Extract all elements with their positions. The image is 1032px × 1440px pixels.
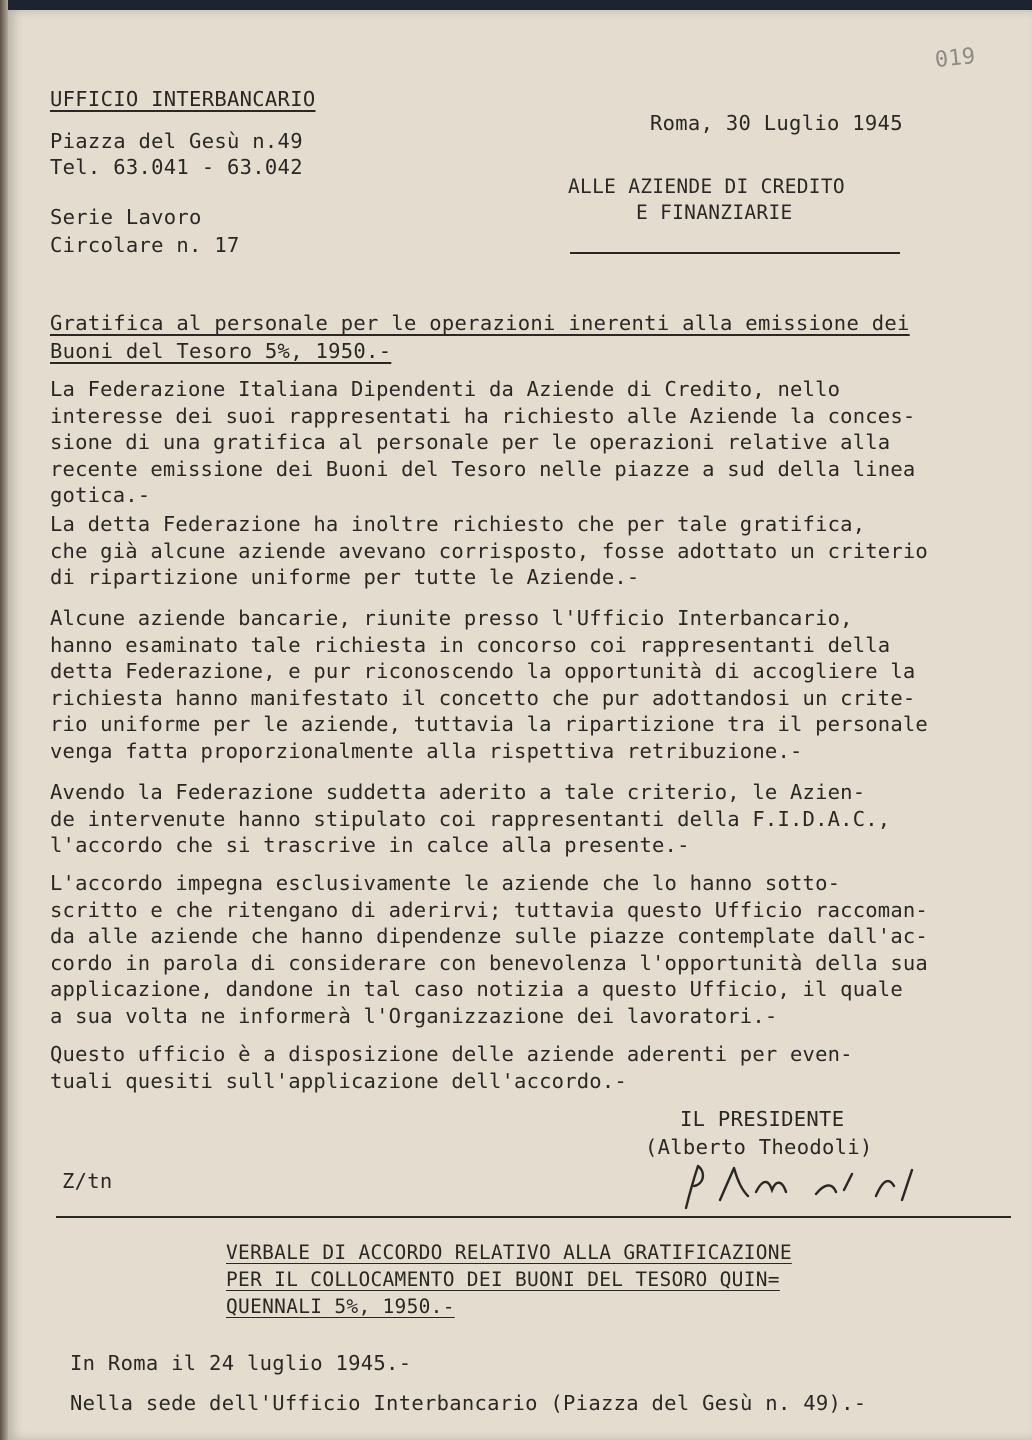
body-line: de intervenute hanno stipulato coi rappresentanti della F.I.D.A.C., bbox=[50, 806, 891, 831]
verbale-line-1: VERBALE DI ACCORDO RELATIVO ALLA GRATIFICAZIONE bbox=[226, 1241, 792, 1264]
signature-scribble bbox=[676, 1156, 946, 1212]
body-paragraph-2 bbox=[50, 511, 1015, 591]
recipient-underline bbox=[570, 252, 900, 254]
reference-initials: Z/tn bbox=[62, 1169, 113, 1193]
body-line: La detta Federazione ha inoltre richiesto che per tale gratifica, bbox=[50, 512, 866, 536]
page-binding-edge bbox=[0, 0, 8, 1440]
signature-name: (Alberto Theodoli) bbox=[645, 1135, 873, 1159]
body-line: Avendo la Federazione suddetta aderito a tale criterio, le Azien- bbox=[50, 780, 866, 804]
body-line: Questo ufficio è a disposizione delle aziende aderenti per even- bbox=[50, 1042, 853, 1066]
document-date: Roma, 30 Luglio 1945 bbox=[650, 111, 903, 135]
subject-line-1: Gratifica al personale per le operazioni inerenti alla emissione dei bbox=[50, 311, 910, 335]
body-paragraph-6 bbox=[50, 1041, 1015, 1094]
body-line: interesse dei suoi rappresentati ha richiesto alle Aziende la conces- bbox=[50, 403, 916, 428]
body-line: recente emissione dei Buoni del Tesoro nelle piazze a sud della linea bbox=[50, 456, 916, 481]
body-line: di ripartizione uniforme per tutte le Aziende.- bbox=[50, 565, 640, 590]
body-line: l'accordo che si trascrive in calce alla presente.- bbox=[50, 833, 690, 858]
body-line: Alcune aziende bancarie, riunite presso l'Ufficio Interbancario, bbox=[50, 606, 853, 630]
body-line: La Federazione Italiana Dipendenti da Aziende di Credito, nello bbox=[50, 377, 841, 401]
body-line: da alle aziende che hanno dipendenze sulle piazze contemplate dall'ac- bbox=[50, 924, 928, 949]
body-paragraph-1 bbox=[50, 376, 1015, 509]
body-paragraph-5 bbox=[50, 870, 1015, 1030]
body-line: a sua volta ne informerà l'Organizzazione dei lavoratori.- bbox=[50, 1003, 778, 1028]
body-line: cordo in parola di considerare con benevolenza l'opportunità della sua bbox=[50, 950, 928, 975]
scan-border-top bbox=[0, 0, 1032, 10]
recipient-line-2: E FINANZIARIE bbox=[636, 201, 793, 224]
body-line: applicazione, dandone in tal caso notizia a questo Ufficio, il quale bbox=[50, 977, 903, 1002]
body-paragraph-4 bbox=[50, 779, 1015, 859]
body-line: hanno esaminato tale richiesta in concorso coi rappresentanti della bbox=[50, 632, 891, 657]
recipient-line-1: ALLE AZIENDE DI CREDITO bbox=[568, 175, 845, 198]
body-line: venga fatta proporzionalmente alla rispettiva retribuzione.- bbox=[50, 738, 803, 763]
body-line: L'accordo impegna esclusivamente le aziende che lo hanno sotto- bbox=[50, 871, 841, 895]
body-line: sione di una gratifica al personale per le operazioni relative alla bbox=[50, 430, 891, 455]
body-line: scritto e che ritengano di aderirvi; tuttavia questo Ufficio raccoman- bbox=[50, 897, 928, 922]
letterhead-office: UFFICIO INTERBANCARIO bbox=[50, 87, 316, 111]
subject-line-2: Buoni del Tesoro 5%, 1950.- bbox=[50, 339, 392, 363]
body-line: richiesta hanno manifestato il concetto che pur adottandosi un crite- bbox=[50, 685, 916, 710]
archive-mark: 019 bbox=[933, 43, 977, 74]
closing-line-1: In Roma il 24 luglio 1945.- bbox=[70, 1351, 412, 1375]
letterhead-address: Piazza del Gesù n.49 bbox=[50, 129, 303, 153]
body-line: detta Federazione, e pur riconoscendo la opportunità di accogliere la bbox=[50, 659, 916, 684]
letterhead-circular: Circolare n. 17 bbox=[50, 233, 240, 257]
section-divider bbox=[56, 1216, 1011, 1218]
letterhead-series: Serie Lavoro bbox=[50, 205, 202, 229]
body-line: gotica.- bbox=[50, 483, 151, 508]
signature-title: IL PRESIDENTE bbox=[680, 1107, 845, 1131]
closing-line-2: Nella sede dell'Ufficio Interbancario (Piazza del Gesù n. 49).- bbox=[70, 1391, 867, 1415]
body-paragraph-3 bbox=[50, 605, 1015, 765]
verbale-line-3: QUENNALI 5%, 1950.- bbox=[226, 1295, 455, 1318]
letterhead-phone: Tel. 63.041 - 63.042 bbox=[50, 155, 303, 179]
body-line: tuali quesiti sull'applicazione dell'accordo.- bbox=[50, 1068, 627, 1093]
body-line: rio uniforme per le aziende, tuttavia la ripartizione tra il personale bbox=[50, 712, 928, 737]
verbale-line-2: PER IL COLLOCAMENTO DEI BUONI DEL TESORO QUIN= bbox=[226, 1268, 780, 1291]
body-line: che già alcune aziende avevano corrisposto, fosse adottato un criterio bbox=[50, 538, 928, 563]
